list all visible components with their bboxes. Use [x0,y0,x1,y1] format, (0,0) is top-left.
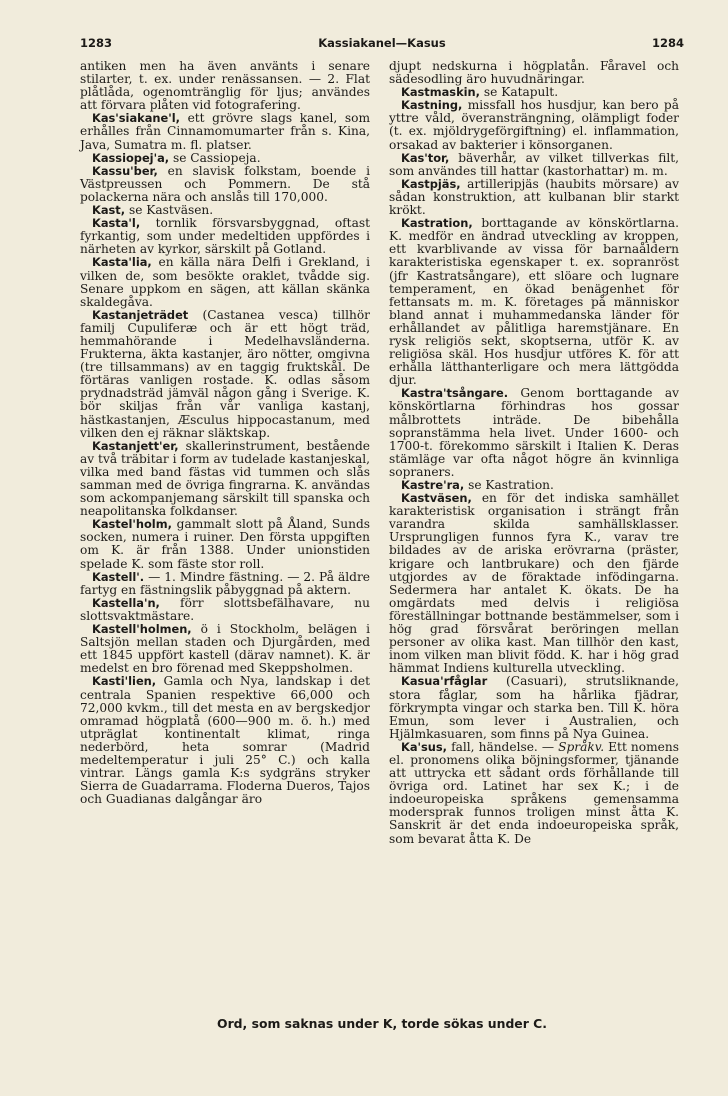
entry-text: Ett nomens el. pronomens olika böjningsformer, tjänande att uttrycka ett sådant ords förhållande till övriga ord. Latinet har sex K.; i de indoeuropeiska språkens gemensamma modersprak funnos troligen minst åtta K. Sanskrit är det enda indoeuropeiska språk, som bevarat åtta K. De [389,739,679,846]
entry-text: se Katapult. [480,85,559,100]
entry-italic-label: Språkv. [558,739,605,754]
dictionary-entry [80,440,370,519]
entry-headword: Kassu'ber, [92,163,158,178]
left-column [80,60,370,806]
entry-headword: Kast, [92,203,126,218]
entry-headword: Kasta'l, [92,216,141,231]
dictionary-entry [389,217,679,387]
dictionary-entry [389,178,679,217]
entry-text: missfall hos husdjur, kan bero på yttre våld, överansträngning, olämpligt foder (t. ex. mjöldrygeförgiftning) el. inflammation, orsakad av bakterier i könsorganen. [389,98,679,152]
dictionary-entry [80,675,370,806]
dictionary-entry [389,675,679,740]
dictionary-entry [389,492,679,675]
entry-text: (Castanea vesca) tillhör familj Cupuliferæ och är ett högt träd, hemmahörande i Medelhavsländerna. Frukterna, äkta kastanjer, äro nötter, omgivna (tre tillsammans) av en taggig fruktskål. De förtäras vanligen rostade. K. odlas såsom prydnadsträd jämväl någon gång i Sverige. K. bör skiljas från vår vanliga kastanj, hästkastanjen, Æsculus hippocastanum, med vilken den ej räknar släktskap. [80,307,370,440]
entry-headword: Kastpjäs, [401,176,461,191]
entry-text: ö i Stockholm, belägen i Saltsjön mellan staden och Djurgården, med ett 1845 uppfört kastell (därav namnet). K. är medelst en bro förenad med Skeppsholmen. [80,622,370,676]
entry-text: fall, händelse. — [447,739,559,754]
entry-headword: Kasua'rfåglar [401,674,488,689]
entry-headword: Kastning, [401,98,463,113]
entry-text: gammalt slott på Åland, Sunds socken, numera i ruiner. Den första uppgiften om K. är från 1388. Under unionstiden spelade K. som fäste stor roll. [80,517,370,571]
entry-headword: Kassiopej'a, [92,150,170,165]
entry-headword: Kastra'tsångare. [401,386,509,401]
entry-headword: Kastmaskin, [401,85,480,100]
entry-text: en för det indiska samhället karakteristisk organisation i strängt från varandra skilda samhällsklasser. Ursprungligen funnos fyra K., varav tre bildades av de ariska erövrarna (präster, krigare och lantbrukare) och den fjärde utgjordes av de föraktade infödingarna. Sedermera har antalet K. ökats. De ha omgärdats med delvis i religiösa föreställningar bottnande bestämmelser, som i hög grad försvårat beröringen mellan personer av olika kast. Man tillhör den kast, inom vilken man blivit född. K. har i hög grad hämmat Indiens kulturella utveckling. [389,491,679,676]
dictionary-entry [389,99,679,151]
page-number-right: 1284 [651,36,684,50]
page-header [80,36,684,54]
entry-text: antiken men ha även använts i senare stilarter, t. ex. under renässansen. — 2. Flat plåtlåda, ogenomtränglig för ljus; användes att förvara plåten vid fotografering. [80,59,370,113]
dictionary-entry [80,597,370,623]
entry-headword: Kastell'. [92,569,145,584]
dictionary-entry [389,152,679,178]
dictionary-entry [80,309,370,440]
entry-text: — 1. Mindre fästning. — 2. På äldre fartyg en fästningslik påbyggnad på aktern. [80,569,370,597]
dictionary-entry [80,518,370,570]
page-number-left: 1283 [80,36,113,50]
dictionary-entry [80,112,370,151]
dictionary-entry [80,623,370,675]
entry-headword: Ka'sus, [401,739,447,754]
entry-text: artilleripjäs (haubits mörsare) av sådan konstruktion, att kulbanan blir starkt krökt. [389,176,679,218]
dictionary-entry [389,741,679,846]
entry-text: se Kastväsen. [125,203,214,218]
entry-headword: Kastre'ra, [401,478,465,492]
footer-note: Ord, som saknas under K, torde sökas under C. [217,1016,547,1031]
entry-headword: Kas'tor, [401,150,450,165]
dictionary-entry [389,60,679,86]
entry-headword: Kasti'lien, [92,674,157,689]
entry-headword: Kastel'holm, [92,517,172,532]
running-title: Kassiakanel—Kasus [318,36,446,50]
right-column [389,60,679,846]
entry-headword: Kastanjett'er, [92,438,179,453]
dictionary-entry [80,256,370,308]
dictionary-entry [80,165,370,204]
entry-text: se Cassiopeja. [169,150,261,165]
entry-text: Genom borttagande av könskörtlarna förhindras hos gossar målbrottets inträde. De bibehålla sopranstämma hela livet. Under 1600- och 1700-t. förekommo särskilt i Italien K. Deras stämläge var ofta något högre än kvinnliga sopraners. [389,386,679,479]
entry-text: (Casuari), strutsliknande, stora fåglar, som ha hårlika fjädrar, förkrympta vingar och starka ben. Till K. höra Emun, som lever i Australien, och Hjälmkasuaren, som finns på Nya Guinea. [389,674,679,741]
entry-text: djupt nedskurna i högplatån. Fåravel och sädesodling äro huvudnäringar. [389,59,679,87]
entry-headword: Kastella'n, [92,595,160,610]
entry-text: tornlik försvarsbyggnad, oftast fyrkantig, som under medeltiden uppfördes i närheten av kyrkor, särskilt på Gotland. [80,216,370,257]
entry-text: förr slottsbefälhavare, nu slottsvaktmästare. [80,595,370,623]
entry-text: se Kastration. [464,478,554,492]
entry-text: borttagande av könskörtlarna. K. medför en ändrad utveckling av kroppen, ett kvarblivande av vissa för barnaåldern karakteristiska egenskaper t. ex. sopranröst (jfr Kastratsångare), ett slöare och lugnare temperament, en ökad benägenhet för fettansats m. m. K. företages på människor bland annat i muhammedanska länder för erhållandet av pålitliga haremstjänare. En rysk religiös sekt, skoptserna, utför K. av religiösa skäl. Hos husdjur utföres K. för att erhålla lätthanterligare och mera lättgödda djur. [389,216,679,388]
entry-text: bäverhår, av vilket tillverkas filt, som användes till hattar (kastorhattar) m. m. [389,150,679,178]
entry-headword: Kastell'holmen, [92,622,192,637]
dictionary-entry [80,60,370,112]
entry-text: skallerinstrument, bestående av två träbitar i form av tudelade kastanjeskal, vilka med band fästas vid tummen och slås samman med de övriga fingrarna. K. användas som ackompanjemang särskilt till spanska och neapolitanska folkdanser. [80,438,370,519]
entry-headword: Kastration, [401,216,473,231]
dictionary-entry [80,217,370,256]
dictionary-entry [80,571,370,597]
entry-text: en källa nära Delfi i Grekland, i vilken de, som besökte oraklet, tvådde sig. Senare uppkom en sägen, att källan skänka skaldegåva. [80,255,370,309]
entry-text: Gamla och Nya, landskap i det centrala Spanien respektive 66,000 och 72,000 kvkm., till det mesta en av bergskedjor omramad högplatå (600—900 m. ö. h.) med utpräglat kontinentalt klimat, ringa nederbörd, heta somrar (Madrid medeltemperatur i juli 25° C.) och kalla vintrar. Längs gamla K:s sydgräns stryker Sierra de Guadarrama. Floderna Dueros, Tajos och Guadianas dalgångar äro [80,674,370,807]
entry-text: ett grövre slags kanel, som erhålles från Cinnamomumarter från s. Kina, Java, Sumatra m. fl. platser. [80,111,370,152]
entry-headword: Kasta'lia, [92,255,152,270]
dictionary-entry [389,387,679,479]
entry-headword: Kastanjeträdet [92,307,189,322]
entry-headword: Kas'siakane'l, [92,111,180,126]
entry-text: en slavisk folkstam, boende i Västpreussen och Pommern. De stå polackerna nära och anslås till 170,000. [80,163,370,204]
entry-headword: Kastväsen, [401,491,472,506]
